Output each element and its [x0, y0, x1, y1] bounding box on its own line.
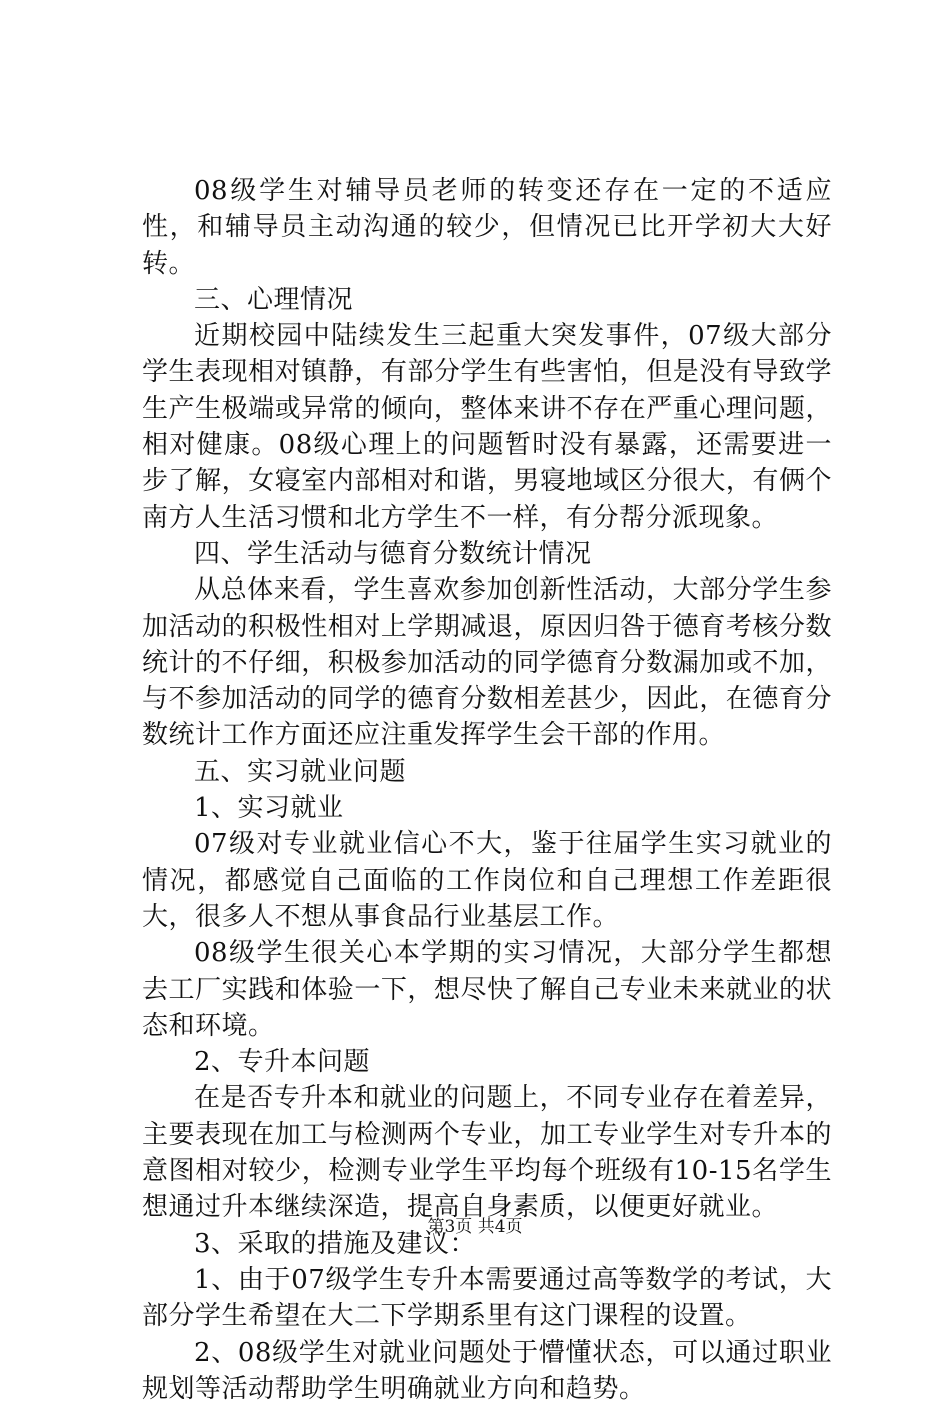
section-heading-psychology: 三、心理情况 — [142, 282, 832, 318]
page-number-footer: 第3页 共4页 — [0, 1215, 950, 1239]
paragraph-counselor-adaptation: 08级学生对辅导员老师的转变还存在一定的不适应性，和辅导员主动沟通的较少，但情况已比开学初大大好转。 — [142, 173, 832, 282]
section-heading-internship: 五、实习就业问题 — [142, 754, 832, 790]
paragraph-psychology: 近期校园中陆续发生三起重大突发事件，07级大部分学生表现相对镇静，有部分学生有些害怕，但是没有导致学生产生极端或异常的倾向，整体来讲不存在严重心理问题，相对健康。08级心理上的问题暂时没有暴露，还需要进一步了解，女寝室内部相对和谐，男寝地域区分很大，有俩个南方人生活习惯和北方学生不一样，有分帮分派现象。 — [142, 318, 832, 536]
section-heading-activities: 四、学生活动与德育分数统计情况 — [142, 536, 832, 572]
paragraph-measure-2: 2、08级学生对就业问题处于懵懂状态，可以通过职业规划等活动帮助学生明确就业方向和趋势。 — [142, 1335, 832, 1407]
paragraph-measure-1: 1、由于07级学生专升本需要通过高等数学的考试，大部分学生希望在大二下学期系里有这门课程的设置。 — [142, 1262, 832, 1335]
paragraph-08-internship: 08级学生很关心本学期的实习情况，大部分学生都想去工厂实践和体验一下，想尽快了解自己专业未来就业的状态和环境。 — [142, 935, 832, 1044]
subheading-internship-employment: 1、实习就业 — [142, 790, 832, 826]
paragraph-activities: 从总体来看，学生喜欢参加创新性活动，大部分学生参加活动的积极性相对上学期减退，原因归咎于德育考核分数统计的不仔细，积极参加活动的同学德育分数漏加或不加，与不参加活动的同学的德育分数相差甚少，因此，在德育分数统计工作方面还应注重发挥学生会干部的作用。 — [142, 572, 832, 753]
subheading-measures: 3、采取的措施及建议： — [142, 1226, 832, 1262]
paragraph-upgrade: 在是否专升本和就业的问题上，不同专业存在着差异，主要表现在加工与检测两个专业，加工专业学生对专升本的意图相对较少，检测专业学生平均每个班级有10-15名学生想通过升本继续深造，提高自身素质，以便更好就业。 — [142, 1080, 832, 1225]
paragraph-07-employment: 07级对专业就业信心不大，鉴于往届学生实习就业的情况，都感觉自己面临的工作岗位和自己理想工作差距很大，很多人不想从事食品行业基层工作。 — [142, 826, 832, 935]
subheading-upgrade: 2、专升本问题 — [142, 1044, 832, 1080]
